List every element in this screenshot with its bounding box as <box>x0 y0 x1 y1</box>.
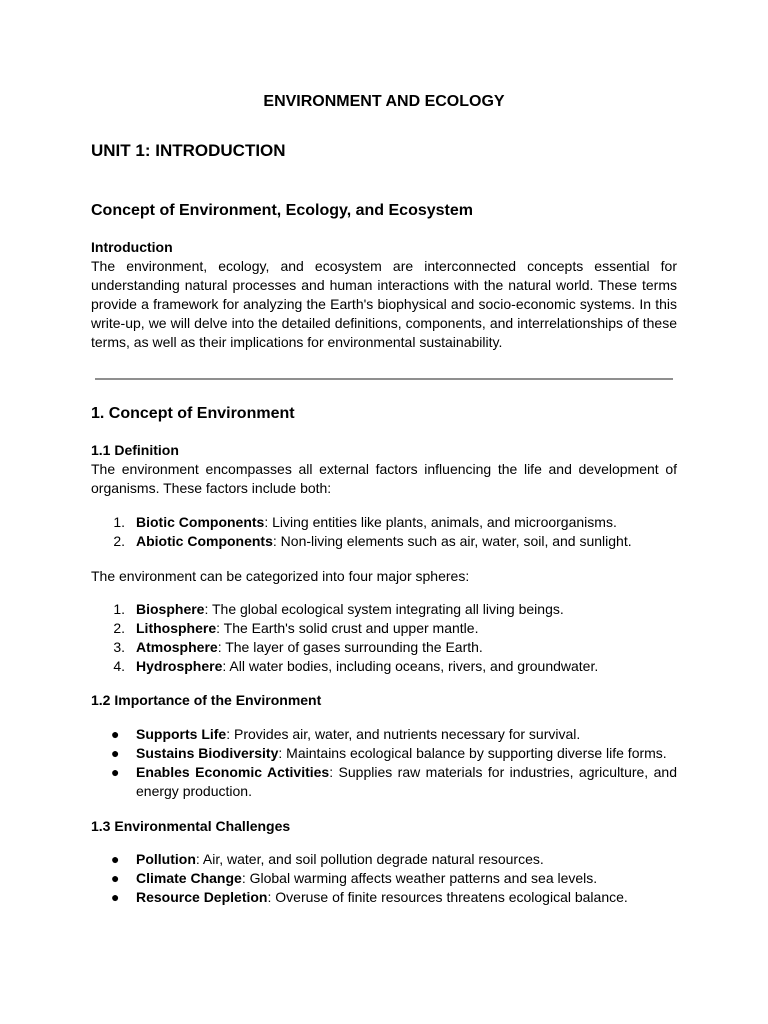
list-marker: ● <box>111 745 120 761</box>
spheres-intro: The environment can be categorized into four major spheres: <box>91 568 470 584</box>
spheres-list <box>91 600 677 676</box>
section1-heading: 1. Concept of Environment <box>91 405 295 422</box>
list-item-description: : All water bodies, including oceans, rivers, and groundwater. <box>222 658 599 674</box>
list-item-description: : Provides air, water, and nutrients necessary for survival. <box>226 726 581 742</box>
list-item-term: Abiotic Components <box>136 533 273 549</box>
list-item-term: Sustains Biodiversity <box>136 745 279 761</box>
list-marker: ● <box>111 870 120 886</box>
list-item-description: : Global warming affects weather patterns and sea levels. <box>241 870 598 886</box>
definition-paragraph: The environment encompasses all external factors influencing the life and development of organisms. These factors include both: <box>91 461 677 496</box>
list-marker: 1. <box>113 514 125 530</box>
list-item-description: : Non-living elements such as air, water, soil, and sunlight. <box>272 533 632 549</box>
list-item <box>91 744 677 763</box>
list-marker: 2. <box>113 533 125 549</box>
components-list <box>91 513 677 551</box>
list-item-term: Pollution <box>136 851 196 867</box>
list-item-description: : The Earth's solid crust and upper mantle. <box>216 620 479 636</box>
list-marker: 2. <box>113 620 125 636</box>
importance-heading: 1.2 Importance of the Environment <box>91 692 322 708</box>
list-item <box>91 869 677 888</box>
list-item <box>91 763 677 801</box>
list-item <box>91 600 677 619</box>
intro-paragraph: The environment, ecology, and ecosystem are interconnected concepts essential for understanding natural processes and human interactions with the natural world. These terms provide a framework for analyzing the Earth's biophysical and socio-economic systems. In this write-up, we will delve into the detailed definitions, components, and interrelationships of these terms, as well as their implications for environmental sustainability. <box>91 258 677 350</box>
list-marker: 3. <box>113 639 125 655</box>
list-item-description: : The layer of gases surrounding the Earth. <box>217 639 483 655</box>
challenges-heading: 1.3 Environmental Challenges <box>91 818 291 834</box>
list-item-term: Lithosphere <box>136 620 217 636</box>
list-marker: ● <box>111 764 120 780</box>
list-item-term: Enables Economic Activities <box>136 764 330 780</box>
list-item <box>91 638 677 657</box>
concept-heading: Concept of Environment, Ecology, and Ecosystem <box>91 202 473 219</box>
list-item-term: Atmosphere <box>136 639 218 655</box>
list-item <box>91 513 677 532</box>
list-item <box>91 888 677 907</box>
list-marker: ● <box>111 889 120 905</box>
list-item-description: : The global ecological system integrating all living beings. <box>204 601 564 617</box>
challenges-list <box>91 850 677 907</box>
list-item-description: : Overuse of finite resources threatens ecological balance. <box>267 889 628 905</box>
list-item-term: Biotic Components <box>136 514 265 530</box>
list-item <box>91 532 677 551</box>
document-title: ENVIRONMENT AND ECOLOGY <box>263 93 505 110</box>
list-item-description: : Maintains ecological balance by supporting diverse life forms. <box>278 745 667 761</box>
list-item-description: : Living entities like plants, animals, and microorganisms. <box>264 514 617 530</box>
list-item-term: Supports Life <box>136 726 227 742</box>
list-item-description: : Air, water, and soil pollution degrade natural resources. <box>195 851 544 867</box>
list-marker: 1. <box>113 601 125 617</box>
unit-heading: UNIT 1: INTRODUCTION <box>91 141 286 160</box>
list-marker: 4. <box>113 658 125 674</box>
list-item <box>91 725 677 744</box>
list-item-term: Resource Depletion <box>136 889 268 905</box>
list-item-description: : Supplies raw materials for industries, agriculture, and energy production. <box>136 764 677 799</box>
list-item-term: Hydrosphere <box>136 658 223 674</box>
importance-list <box>91 725 677 801</box>
list-item <box>91 657 677 676</box>
list-item-term: Climate Change <box>136 870 242 886</box>
horizontal-divider <box>95 378 673 380</box>
list-marker: ● <box>111 726 120 742</box>
list-item <box>91 850 677 869</box>
definition-heading: 1.1 Definition <box>91 442 179 458</box>
list-item-term: Biosphere <box>136 601 205 617</box>
list-item <box>91 619 677 638</box>
list-marker: ● <box>111 851 120 867</box>
intro-heading: Introduction <box>91 239 173 255</box>
